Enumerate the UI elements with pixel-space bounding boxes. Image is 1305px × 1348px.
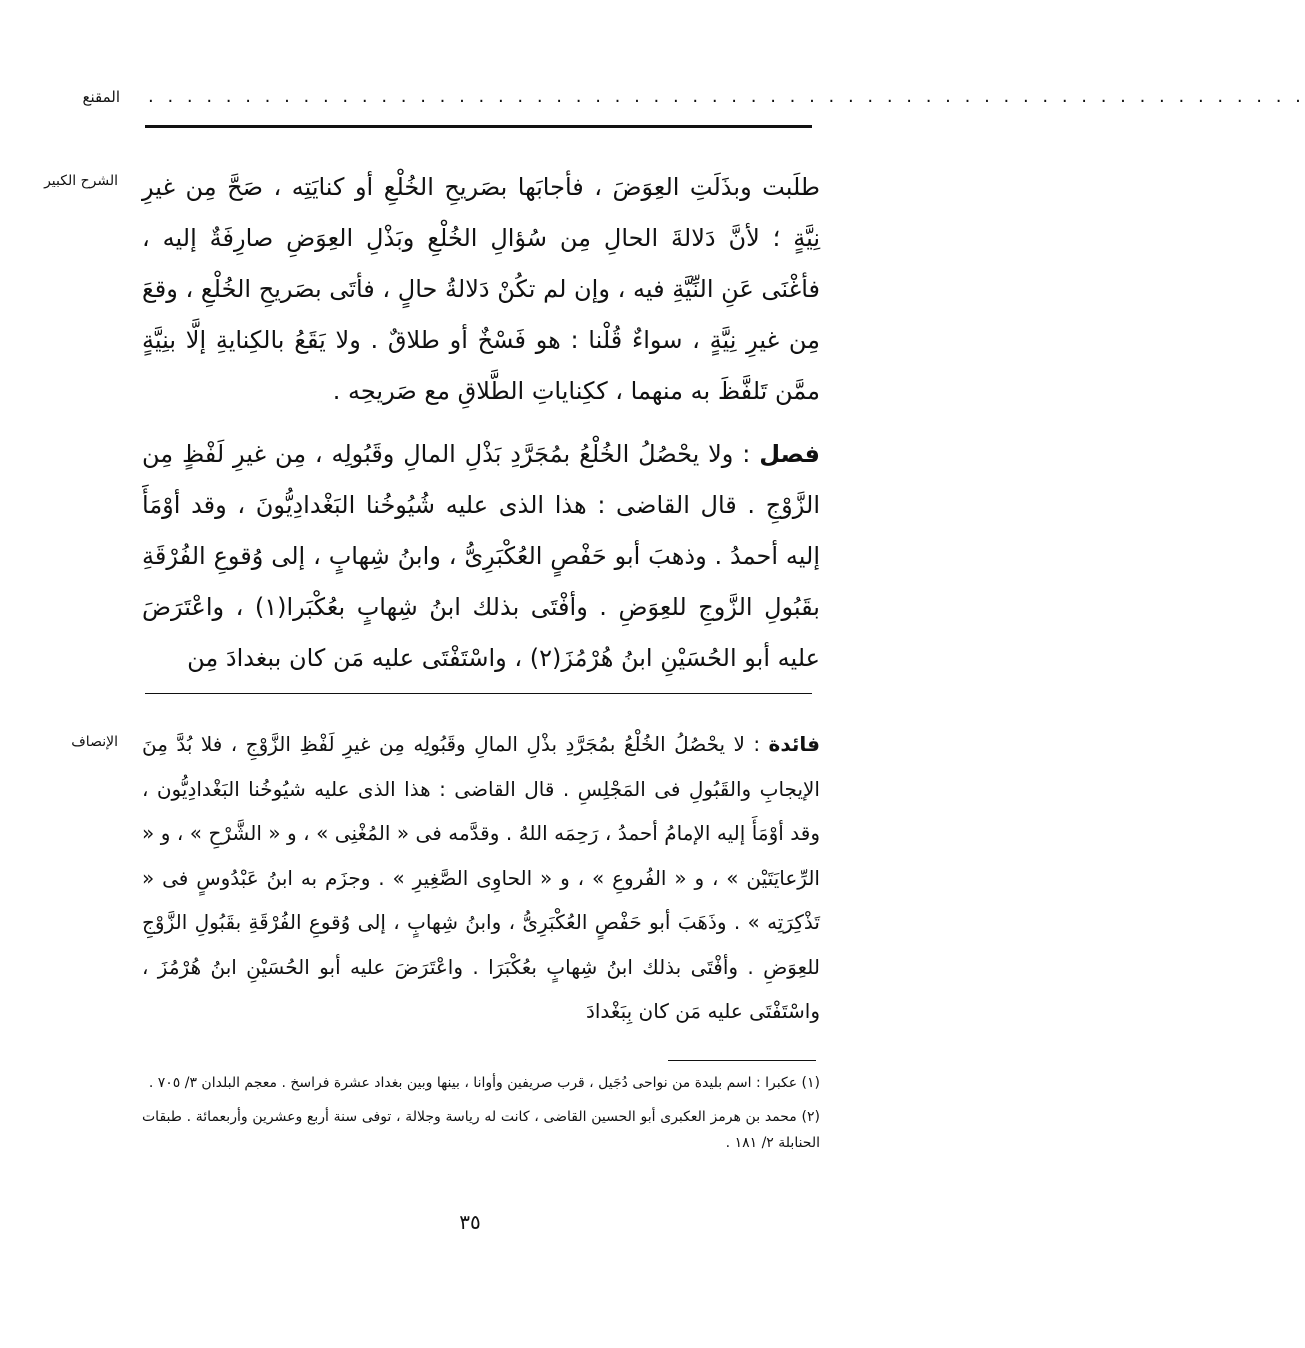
side-label-sharh-kabir: الشرح الكبير xyxy=(44,173,118,189)
fasl-body: : ولا يحْصُلُ الخُلْعُ بمُجَرَّدِ بَذْلِ المالِ وقَبُولِه ، مِن غيرِ لَفْظٍ مِن الزَّوْجِ . قال القاضى : هذا الذى عليه شُيُوخُنا البَغْدادِيُّونَ ، وقد أوْمَأَ إليه أحمدُ . وذهبَ أبو حَفْصٍ العُكْبَرِىُّ ، وابنُ شِهابٍ ، إلى وُقوعِ الفُرْقَةِ بقَبُولِ الزَّوجِ للعِوَضِ . وأفْتَى بذلك ابنُ شِهابٍ بعُكْبَرا(١) ، واعْتَرَضَ عليه أبو الحُسَيْنِ ابنُ هُرْمُزَ(٢) ، واسْتَفْتَى عليه مَن كان ببغدادَ مِن xyxy=(142,440,820,672)
insaf-text-block xyxy=(142,722,820,1034)
faida-term: فائدة xyxy=(768,732,821,756)
faida-body: : لا يحْصُلُ الخُلْعُ بمُجَرَّدِ بذْلِ المالِ وقَبُولِه مِن غيرِ لَفْظِ الزَّوْجِ ، فلا بُدَّ مِنَ الإيجابِ والقَبُولِ فى المَجْلِسِ . قال القاضى : هذا الذى عليه شيُوخُنا البَغْدادِيُّون ، وقد أوْمَأَ إليه الإمامُ أحمدُ ، رَحِمَه اللهُ . وقدَّمه فى « المُغْنِى » ، و « الشَّرْحِ » ، و « الرِّعايَتَيْن » ، و « الفُروعِ » ، و « الحاوِى الصَّغِيرِ » . وجزَم به ابنُ عَبْدُوسٍ فى « تَذْكِرَتِه » . وذَهَبَ أبو حَفْصٍ العُكْبَرِىُّ ، وابنُ شِهابٍ ، إلى وُقوعِ الفُرْقَةِ بقَبُولِ الزَّوْجِ للعِوَضِ . وأفْتَى بذلك ابنُ شِهابٍ بعُكْبَرَا . واعْتَرَضَ عليه أبو الحُسَيْنِ ابنُ هُرْمُزَ ، واسْتَفْتَى عليه مَن كان بِبَغْدادَ xyxy=(142,732,820,1023)
side-label-insaf: الإنصاف xyxy=(71,734,118,750)
footnotes-block xyxy=(142,1070,820,1164)
footnote-2: (٢) محمد بن هرمز العكبرى أبو الحسين القاضى ، كانت له رياسة وجلالة ، توفى سنة أربع وعشرين وأربعمائة . طبقات الحنابلة ٢/ ١٨١ . xyxy=(142,1109,820,1151)
main-paragraph-2 xyxy=(142,429,820,684)
section-divider xyxy=(145,693,812,694)
footnote-1: (١) عكبرا : اسم بليدة من نواحى دُجَيل ، قرب صريفين وأوانا ، بينها وبين بغداد عشرة فراسخ . معجم البلدان ٣/ ٧٠٥ . xyxy=(148,1075,820,1091)
header-rule xyxy=(145,125,812,128)
insaf-paragraph xyxy=(142,722,820,1034)
header-dotted-leader: . . . . . . . . . . . . . . . . . . . . . . . . . . . . . . . . . . . . . . . . . . . . . . . . . . . . . . . . . . . . xyxy=(148,86,1305,107)
main-text-block xyxy=(142,162,820,684)
main-paragraph-1: طلَبت وبذَلَتِ العِوَضَ ، فأجابَها بصَريحِ الخُلْعِ أو كنايَتِه ، صَحَّ مِن غيرِ نِيَّةٍ ؛ لأنَّ دَلالةَ الحالِ مِن سُؤالِ الخُلْعِ وبَذْلِ العِوَضِ صارِفَةٌ إليه ، فأغْنَى عَنِ النِّيَّةِ فيه ، وإن لم تكُنْ دَلالةُ حالٍ ، فأتَى بصَريحِ الخُلْعِ ، وقعَ مِن غيرِ نِيَّةٍ ، سواءٌ قُلْنا : هو فَسْخٌ أو طلاقٌ . ولا يَقَعُ بالكِنايةِ إلَّا بنِيَّةٍ ممَّن تَلفَّظَ به منهما ، ككِناياتِ الطَّلاقِ مع صَريحِه . xyxy=(142,173,820,405)
fasl-term: فصل xyxy=(759,440,820,468)
page-number: ٣٥ xyxy=(459,1210,481,1234)
footnote-rule xyxy=(668,1060,816,1061)
running-header-title: المقنع xyxy=(82,88,120,106)
